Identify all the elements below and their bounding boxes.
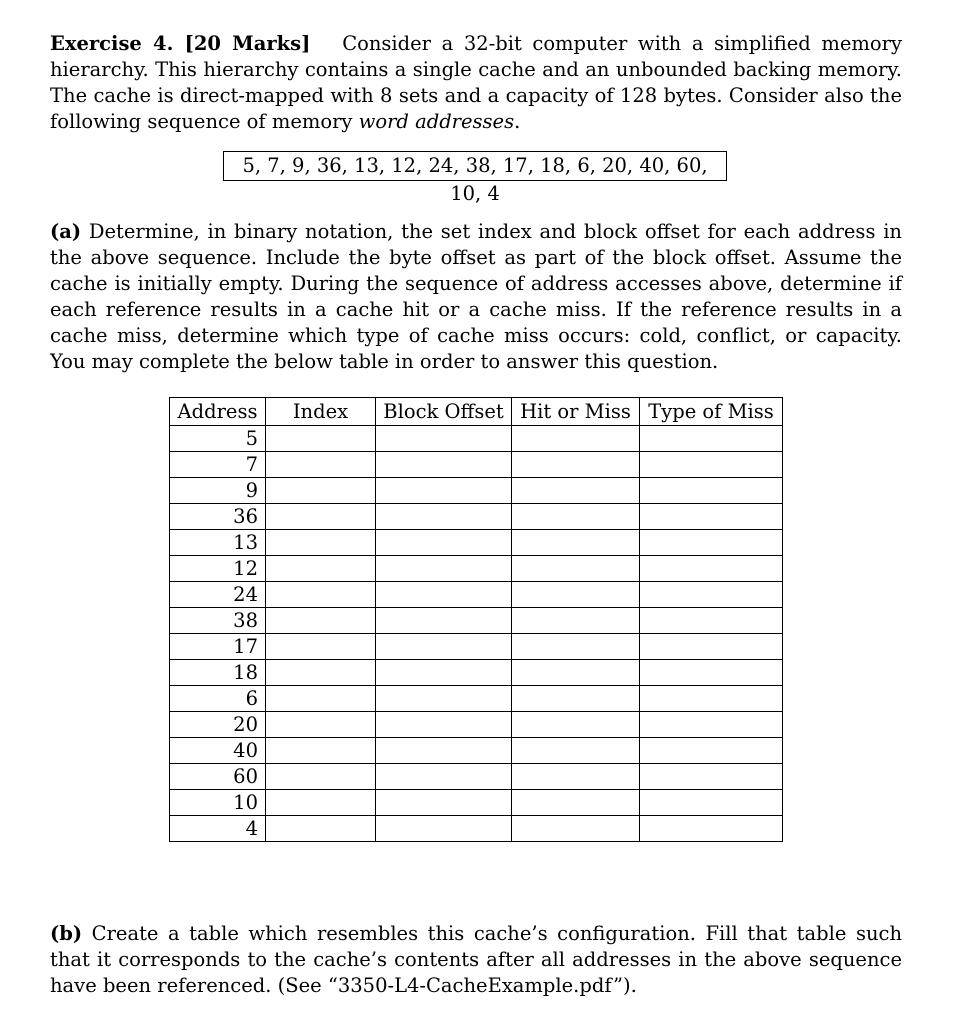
address-cell: 18 xyxy=(170,660,266,686)
header-address: Address xyxy=(170,398,266,426)
hit-or-miss-cell[interactable] xyxy=(512,478,640,504)
type-of-miss-cell[interactable] xyxy=(640,582,783,608)
hit-or-miss-cell[interactable] xyxy=(512,634,640,660)
address-cell: 12 xyxy=(170,556,266,582)
header-type-of-miss: Type of Miss xyxy=(640,398,783,426)
type-of-miss-cell[interactable] xyxy=(640,530,783,556)
table-row xyxy=(170,608,783,634)
table-row xyxy=(170,686,783,712)
index-cell[interactable] xyxy=(266,738,376,764)
address-cell: 4 xyxy=(170,816,266,842)
table-row xyxy=(170,660,783,686)
block-offset-cell[interactable] xyxy=(376,452,512,478)
index-cell[interactable] xyxy=(266,504,376,530)
block-offset-cell[interactable] xyxy=(376,426,512,452)
index-cell[interactable] xyxy=(266,660,376,686)
table-row xyxy=(170,582,783,608)
block-offset-cell[interactable] xyxy=(376,504,512,530)
type-of-miss-cell[interactable] xyxy=(640,686,783,712)
exercise-intro xyxy=(50,31,902,135)
block-offset-cell[interactable] xyxy=(376,686,512,712)
type-of-miss-cell[interactable] xyxy=(640,504,783,530)
block-offset-cell[interactable] xyxy=(376,764,512,790)
index-cell[interactable] xyxy=(266,556,376,582)
part-a-text: Determine, in binary notation, the set index and block offset for each address in the above sequence. Include the byte offset as part of the block offset. Assume the cache is initially empty. During the sequence of address accesses above, determine if each reference results in a cache hit or a cache miss. If the reference results in a cache miss, determine which type of cache miss occurs: cold, conflict, or capacity. You may complete the below table in order to answer this question. xyxy=(50,220,902,373)
address-cell: 36 xyxy=(170,504,266,530)
header-block-offset: Block Offset xyxy=(376,398,512,426)
index-cell[interactable] xyxy=(266,478,376,504)
index-cell[interactable] xyxy=(266,764,376,790)
hit-or-miss-cell[interactable] xyxy=(512,452,640,478)
part-a-question xyxy=(50,219,902,375)
table-row xyxy=(170,712,783,738)
address-cell: 24 xyxy=(170,582,266,608)
block-offset-cell[interactable] xyxy=(376,790,512,816)
type-of-miss-cell[interactable] xyxy=(640,452,783,478)
hit-or-miss-cell[interactable] xyxy=(512,712,640,738)
address-cell: 9 xyxy=(170,478,266,504)
hit-or-miss-cell[interactable] xyxy=(512,816,640,842)
table-row xyxy=(170,478,783,504)
address-cell: 17 xyxy=(170,634,266,660)
hit-or-miss-cell[interactable] xyxy=(512,738,640,764)
index-cell[interactable] xyxy=(266,712,376,738)
index-cell[interactable] xyxy=(266,634,376,660)
table-row xyxy=(170,738,783,764)
exercise-intro-end: . xyxy=(514,110,521,133)
hit-or-miss-cell[interactable] xyxy=(512,764,640,790)
table-row xyxy=(170,530,783,556)
hit-or-miss-cell[interactable] xyxy=(512,660,640,686)
address-cell: 38 xyxy=(170,608,266,634)
exercise-heading: Exercise 4. [20 Marks] xyxy=(50,32,311,55)
block-offset-cell[interactable] xyxy=(376,738,512,764)
part-b-label: (b) xyxy=(50,922,83,945)
type-of-miss-cell[interactable] xyxy=(640,660,783,686)
index-cell[interactable] xyxy=(266,816,376,842)
index-cell[interactable] xyxy=(266,452,376,478)
hit-or-miss-cell[interactable] xyxy=(512,686,640,712)
index-cell[interactable] xyxy=(266,426,376,452)
type-of-miss-cell[interactable] xyxy=(640,738,783,764)
type-of-miss-cell[interactable] xyxy=(640,556,783,582)
address-cell: 5 xyxy=(170,426,266,452)
index-cell[interactable] xyxy=(266,686,376,712)
header-index: Index xyxy=(266,398,376,426)
address-cell: 20 xyxy=(170,712,266,738)
hit-or-miss-cell[interactable] xyxy=(512,426,640,452)
type-of-miss-cell[interactable] xyxy=(640,478,783,504)
block-offset-cell[interactable] xyxy=(376,582,512,608)
table-row xyxy=(170,634,783,660)
block-offset-cell[interactable] xyxy=(376,608,512,634)
table-row xyxy=(170,816,783,842)
address-cell: 13 xyxy=(170,530,266,556)
table-row xyxy=(170,556,783,582)
type-of-miss-cell[interactable] xyxy=(640,426,783,452)
table-row xyxy=(170,504,783,530)
block-offset-cell[interactable] xyxy=(376,478,512,504)
index-cell[interactable] xyxy=(266,530,376,556)
hit-or-miss-cell[interactable] xyxy=(512,556,640,582)
type-of-miss-cell[interactable] xyxy=(640,790,783,816)
index-cell[interactable] xyxy=(266,608,376,634)
table-row xyxy=(170,764,783,790)
address-cell: 40 xyxy=(170,738,266,764)
address-cell: 60 xyxy=(170,764,266,790)
answer-table-body xyxy=(170,426,783,842)
hit-or-miss-cell[interactable] xyxy=(512,582,640,608)
part-a-label: (a) xyxy=(50,220,82,243)
block-offset-cell[interactable] xyxy=(376,712,512,738)
address-cell: 7 xyxy=(170,452,266,478)
block-offset-cell[interactable] xyxy=(376,660,512,686)
hit-or-miss-cell[interactable] xyxy=(512,504,640,530)
index-cell[interactable] xyxy=(266,790,376,816)
type-of-miss-cell[interactable] xyxy=(640,712,783,738)
type-of-miss-cell[interactable] xyxy=(640,608,783,634)
block-offset-cell[interactable] xyxy=(376,530,512,556)
header-hit-or-miss: Hit or Miss xyxy=(512,398,640,426)
type-of-miss-cell[interactable] xyxy=(640,764,783,790)
part-b-question xyxy=(50,921,902,999)
table-row xyxy=(170,452,783,478)
index-cell[interactable] xyxy=(266,582,376,608)
type-of-miss-cell[interactable] xyxy=(640,816,783,842)
hit-or-miss-cell[interactable] xyxy=(512,790,640,816)
exercise-intro-emphasis: word addresses xyxy=(358,110,515,133)
address-cell: 10 xyxy=(170,790,266,816)
table-row xyxy=(170,790,783,816)
block-offset-cell[interactable] xyxy=(376,816,512,842)
exercise-intro-text: Consider a 32-bit computer with a simplified memory hierarchy. This hierarchy contains a single cache and an unbounded backing memory. The cache is direct-mapped with 8 sets and a capacity of 128 bytes. Consider also the following sequence of memory xyxy=(50,32,902,133)
answer-table-header-row xyxy=(170,398,783,426)
block-offset-cell[interactable] xyxy=(376,556,512,582)
type-of-miss-cell[interactable] xyxy=(640,634,783,660)
address-cell: 6 xyxy=(170,686,266,712)
block-offset-cell[interactable] xyxy=(376,634,512,660)
part-b-text: Create a table which resembles this cache’s configuration. Fill that table such that it corresponds to the cache’s contents after all addresses in the above sequence have been referenced. (See “3350-L4-CacheExample.pdf”). xyxy=(50,922,903,997)
address-sequence-box: 5, 7, 9, 36, 13, 12, 24, 38, 17, 18, 6, 20, 40, 60, 10, 4 xyxy=(223,151,727,181)
hit-or-miss-cell[interactable] xyxy=(512,608,640,634)
table-row xyxy=(170,426,783,452)
answer-table xyxy=(169,397,783,842)
hit-or-miss-cell[interactable] xyxy=(512,530,640,556)
